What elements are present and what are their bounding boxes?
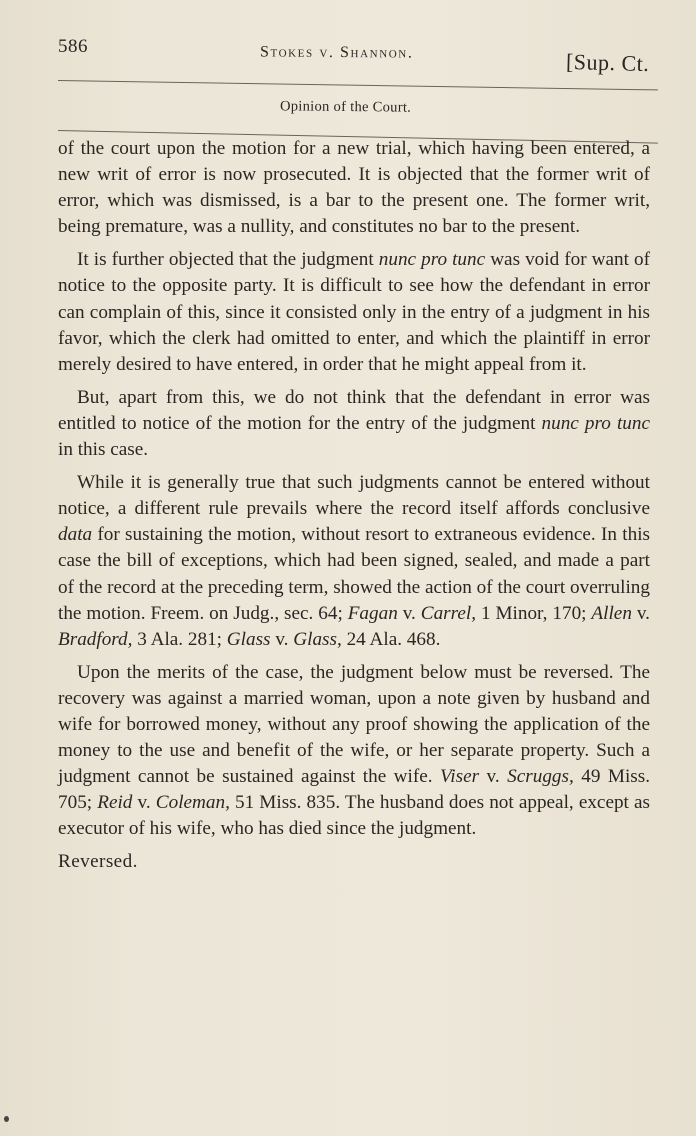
- paragraph-5: Upon the merits of the case, the judgment below must be reversed. The recovery was against a married woman, upon a note given by husband and wife for borrowed money, without any proof showing the application of the money to the use and benefit of the wife, or her separate property. Such a judgment cannot be sustained against the wife. Viser v. Scruggs, 49 Miss. 705; Reid v. Coleman, 51 Miss. 835. The husband does not appeal, except as executor of his wife, who has died since the judgment.: [58, 661, 651, 840]
- court-label: [Sup. Ct.: [565, 48, 650, 77]
- paragraph-2: It is further objected that the judgment nunc pro tunc was void for want of notice to the opposite party. It is difficult to see how the defendant in error can complain of this, since it consisted only in the entry of a judgment in his favor, which the clerk had omitted to enter, and which the plaintiff in error merely desired to have entered, in order that he might appeal from it.: [58, 249, 650, 375]
- page-number: 586: [58, 36, 88, 57]
- opinion-body: [58, 136, 650, 883]
- disposition: Reversed.: [58, 851, 138, 873]
- ink-smudge: [4, 1116, 9, 1122]
- paragraph-4: While it is generally true that such judgments cannot be entered without notice, a different rule prevails where the record itself affords conclusive data for sustaining the motion, without resort to extraneous evidence. In this case the bill of exceptions, which had been signed, sealed, and made a part of the record at the preceding term, showed the action of the court overruling the motion. Freem. on Judg., sec. 64; Fagan v. Carrel, 1 Minor, 170; Allen v. Bradford, 3 Ala. 281; Glass v. Glass, 24 Ala. 468.: [58, 472, 650, 650]
- running-title: Stokes v. Shannon.: [259, 43, 414, 62]
- section-label: Opinion of the Court.: [279, 98, 412, 116]
- paragraph-1: of the court upon the motion for a new trial, which having been entered, a new writ of error is now prosecuted. It is objected that the former writ of error, which was dismissed, is a bar to the present one. The former writ, being premature, was a nullity, and constitutes no bar to the present.: [58, 138, 650, 238]
- paragraph-3: But, apart from this, we do not think that the defendant in error was entitled to notice of the motion for the entry of the judgment nunc pro tunc in this case.: [58, 386, 650, 461]
- page-header: [58, 32, 658, 82]
